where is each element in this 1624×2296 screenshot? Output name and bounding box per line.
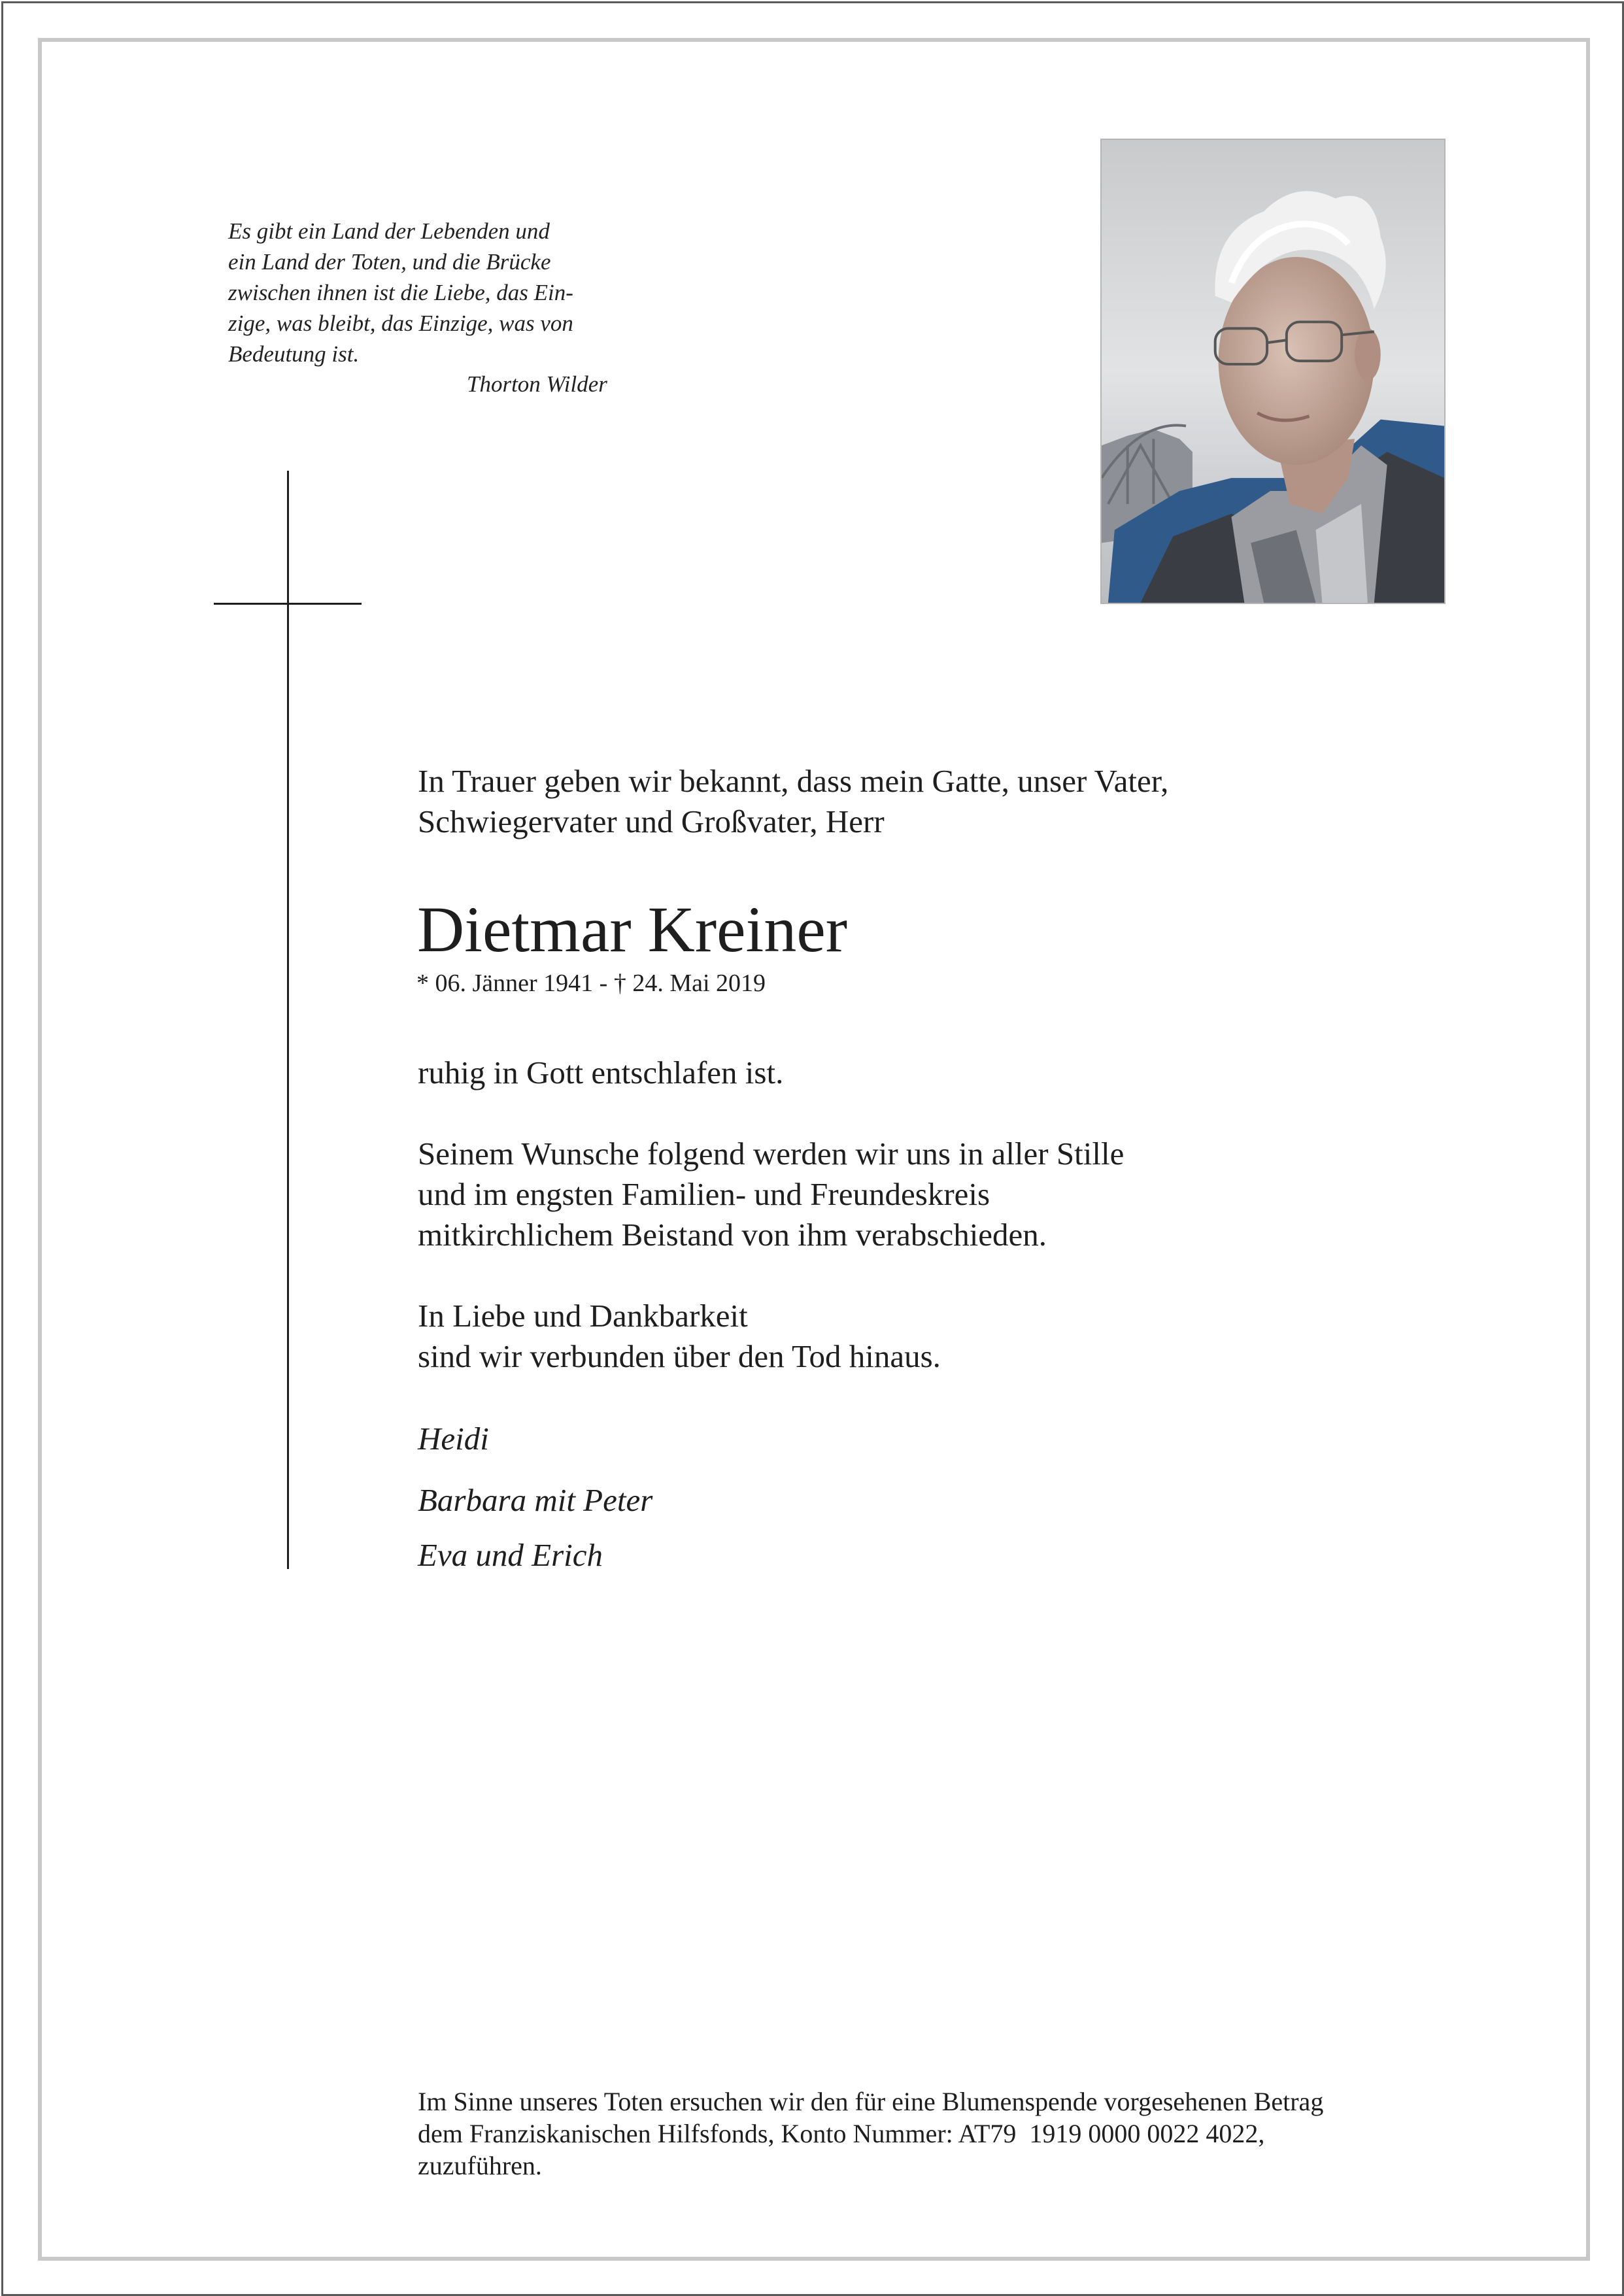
quote-line: zige, was bleibt, das Einzige, was von (228, 311, 573, 336)
mourner-name: Barbara mit Peter (418, 1482, 653, 1518)
quote-line: ein Land der Toten, und die Brücke (228, 249, 551, 275)
closing-line: sind wir verbunden über den Tod hinaus. (418, 1338, 941, 1374)
donation-note (418, 2085, 1323, 2182)
farewell-paragraph (418, 1134, 1124, 1255)
closing-paragraph (418, 1296, 941, 1377)
donation-line: Im Sinne unseres Toten ersuchen wir den für eine Blumenspende vorgesehenen Betrag (418, 2087, 1324, 2116)
passed-line (418, 1053, 783, 1093)
deceased-name: Dietmar Kreiner (417, 893, 848, 966)
passed-text: ruhig in Gott entschlafen ist. (418, 1055, 784, 1090)
farewell-line: mitkirchlichem Beistand von ihm verabschieden. (418, 1217, 1047, 1253)
quote-line: zwischen ihnen ist die Liebe, das Ein- (228, 280, 573, 305)
closing-line: In Liebe und Dankbarkeit (418, 1298, 748, 1334)
quote (228, 216, 647, 369)
farewell-line: und im engsten Familien- und Freundeskreis (418, 1176, 990, 1212)
donation-line: dem Franziskanischen Hilfsfonds, Konto Nummer: AT79 1919 0000 0022 4022, (418, 2119, 1265, 2148)
cross-bar (214, 603, 362, 605)
latin-cross-icon (287, 471, 289, 1569)
portrait-photo (1100, 139, 1446, 604)
mourner-name: Eva und Erich (418, 1537, 603, 1573)
portrait-illustration (1102, 140, 1444, 603)
farewell-line: Seinem Wunsche folgend werden wir uns in aller Stille (418, 1136, 1125, 1172)
quote-author: Thorton Wilder (467, 371, 607, 397)
intro-text (418, 761, 1168, 842)
quote-line: Bedeutung ist. (228, 341, 360, 367)
donation-line: zuzuführen. (418, 2151, 542, 2180)
life-dates: * 06. Jänner 1941 - † 24. Mai 2019 (416, 970, 766, 997)
mourner-name: Heidi (418, 1421, 489, 1457)
quote-line: Es gibt ein Land der Lebenden und (228, 218, 550, 244)
intro-line: Schwiegervater und Großvater, Herr (418, 803, 885, 839)
intro-line: In Trauer geben wir bekannt, dass mein Gatte, unser Vater, (418, 763, 1169, 799)
